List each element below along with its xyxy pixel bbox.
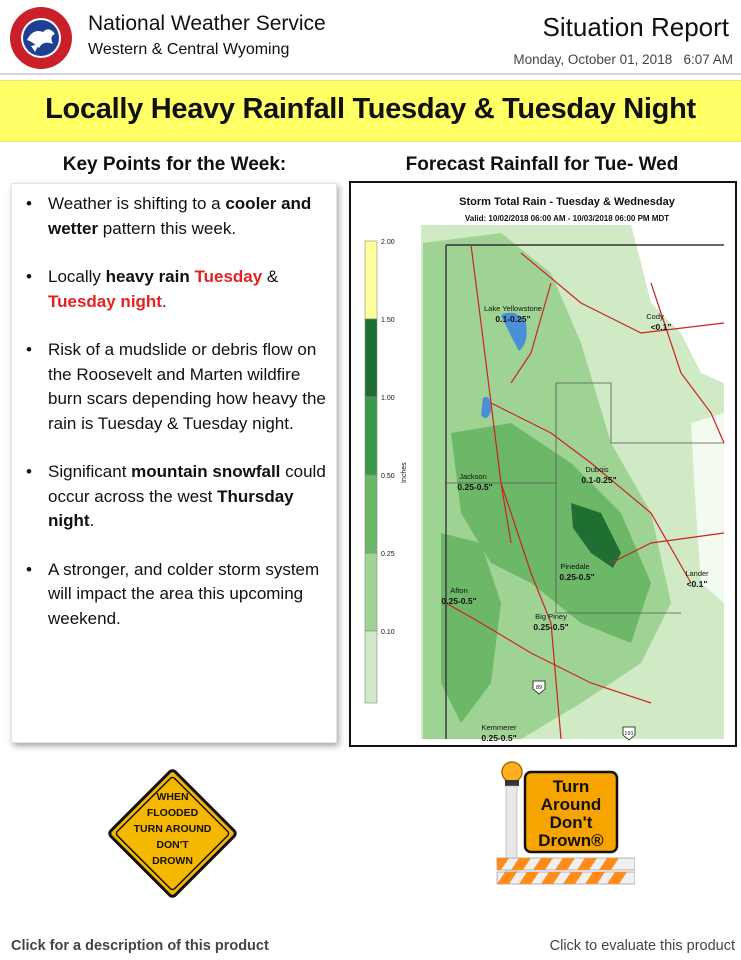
key-point-item (12, 192, 336, 241)
sign-line: Turn (552, 777, 590, 796)
key-point-text: heavy rain (105, 267, 190, 286)
place-name: Afton (450, 586, 468, 595)
header (0, 0, 741, 74)
legend-tick: 1.50 (381, 317, 395, 324)
sign-line: Around (540, 795, 602, 814)
place-amount: <0.1" (686, 579, 708, 589)
key-points-panel (11, 183, 337, 743)
key-point-text: cooler and wetter (48, 194, 312, 238)
key-point-item (12, 558, 336, 632)
key-point-text: Significant (48, 462, 132, 481)
product-description-link[interactable]: Click for a description of this product (11, 938, 269, 954)
bullet-icon: • (26, 194, 32, 213)
place-amount: 0.25-0.5" (559, 572, 595, 582)
legend-tick: 0.25 (381, 551, 395, 558)
org-name: National Weather Service (88, 12, 326, 35)
sign-line: DROWN (152, 855, 193, 867)
place-name: Pinedale (560, 562, 590, 571)
map-title: Storm Total Rain - Tuesday & Wednesday (459, 196, 675, 208)
report-date: Monday, October 01, 2018 6:07 AM (513, 52, 733, 67)
rainfall-map-graphic (351, 183, 735, 745)
place-amount: 0.25-0.5" (457, 482, 493, 492)
key-point-text: could occur across the west (48, 462, 326, 506)
place-name: Lander (685, 569, 709, 578)
key-point-item (12, 338, 336, 436)
key-point-text: pattern this week. (98, 218, 237, 238)
place-amount: 0.25-0.5" (441, 596, 477, 606)
sign-line: FLOODED (146, 807, 199, 819)
key-points-list (12, 192, 336, 655)
key-points-heading: Key Points for the Week: (62, 154, 287, 175)
key-point-text: Tuesday (194, 267, 263, 286)
shield-number: 89 (535, 685, 543, 691)
key-point-item (12, 460, 336, 534)
legend-tick: 1.00 (381, 395, 395, 402)
place-name: Dubois (585, 465, 609, 474)
legend-unit: Inches (401, 462, 408, 483)
bullet-icon: • (26, 559, 32, 579)
bullet-icon: • (26, 267, 32, 286)
sign-line: Drown® (538, 831, 604, 850)
key-point-text: A stronger, and colder storm system will impact the area this upcoming weekend. (48, 559, 320, 628)
key-point-text: Risk of a mudslide or debris flow on the Roosevelt and Marten wildfire burn scars depending how heavy the rain is Tuesday & Tuesday night. (48, 340, 326, 433)
place-name: Jackson (459, 472, 487, 481)
header-divider (0, 73, 741, 75)
place-name: Cody (646, 312, 664, 321)
sign-line: TURN AROUND (133, 823, 212, 835)
org-subtitle: Western & Central Wyoming (88, 41, 290, 58)
place-amount: <0.1" (650, 322, 672, 332)
legend-swatch-light (365, 553, 377, 631)
rainfall-map[interactable] (349, 181, 737, 747)
legend-swatch-yellow (365, 241, 377, 319)
place-name: Kemmerer (481, 723, 517, 732)
legend-swatch-darkest (365, 319, 377, 397)
legend-tick: 0.50 (381, 473, 395, 480)
headline-text: Locally Heavy Rainfall Tuesday & Tuesday Night (45, 93, 696, 125)
map-valid-time: Valid: 10/02/2018 06:00 AM - 10/03/2018 06:00 PM MDT (464, 214, 670, 223)
place-amount: 0.25-0.5" (481, 733, 517, 743)
legend-swatch-lightest (365, 631, 377, 703)
barricade-sign-icon (495, 758, 635, 888)
sign-line: WHEN (156, 791, 189, 803)
place-amount: 0.25-0.5" (533, 622, 569, 632)
rain-legend (365, 239, 408, 703)
key-point-text: Thursday night (48, 486, 294, 530)
legend-swatch-dark (365, 397, 377, 475)
key-point-text: & (262, 267, 279, 286)
key-point-item (12, 265, 336, 314)
shield-number: 191 (624, 731, 634, 737)
bullet-icon: • (26, 462, 32, 481)
evaluate-product-link[interactable]: Click to evaluate this product (549, 938, 735, 954)
bullet-icon: • (26, 340, 32, 359)
key-point-text: Weather is shifting to a (48, 194, 226, 213)
place-name: Lake Yellowstone (484, 304, 542, 313)
legend-swatch-mid (365, 475, 377, 553)
place-name: Big Piney (535, 612, 567, 621)
report-title: Situation Report (542, 12, 729, 42)
key-point-text: mountain snowfall (131, 462, 281, 481)
headline-banner (0, 80, 741, 142)
flood-warning-sign-icon (105, 766, 240, 901)
sign-line: Don't (549, 813, 593, 832)
nws-logo-icon[interactable] (9, 6, 73, 70)
sign-line: DON'T (156, 839, 189, 851)
forecast-heading: Forecast Rainfall for Tue- Wed (405, 154, 679, 175)
place-amount: 0.1-0.25" (495, 314, 531, 324)
key-point-text: . (89, 511, 95, 530)
key-point-text: Locally (48, 267, 106, 286)
key-point-text: Tuesday night (48, 291, 162, 311)
key-point-text: . (161, 291, 167, 311)
place-amount: 0.1-0.25" (581, 475, 617, 485)
legend-tick: 0.10 (381, 629, 395, 636)
legend-tick: 2.00 (381, 239, 395, 246)
